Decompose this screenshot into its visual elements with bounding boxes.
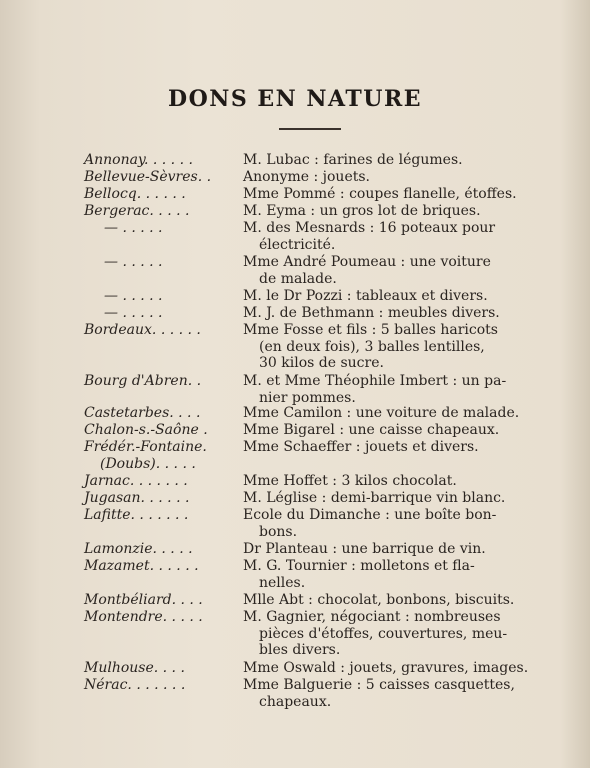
donation-description: [243, 169, 548, 186]
page-title: DONS EN NATURE: [167, 86, 423, 112]
donation-place: Annonay. . . . . .: [84, 152, 193, 168]
description-line: M. Gagnier, négociant : nombreuses: [243, 609, 501, 625]
donation-description: [243, 186, 548, 203]
description-line: 30 kilos de sucre.: [259, 355, 384, 371]
description-line: M. G. Tournier : molletons et fla-: [243, 558, 475, 574]
description-line: Mme Hoffet : 3 kilos chocolat.: [243, 473, 457, 489]
donation-description: [243, 422, 548, 439]
donation-description: [243, 660, 548, 677]
donation-description: [243, 609, 548, 659]
donation-place: Montbéliard. . . .: [84, 592, 203, 608]
donation-place: Frédér.-Fontaine.: [84, 439, 207, 455]
donation-description: [243, 305, 548, 322]
description-line: Mme Pommé : coupes flanelle, étoffes.: [243, 186, 517, 202]
description-line: Ecole du Dimanche : une boîte bon-: [243, 507, 497, 523]
description-line: M. le Dr Pozzi : tableaux et divers.: [243, 288, 488, 304]
donation-place: Lamonzie. . . . .: [84, 541, 193, 557]
donation-description: [243, 405, 548, 422]
donation-place: Castetarbes. . . .: [84, 405, 201, 421]
donation-description: [243, 373, 548, 406]
donation-place: — . . . . .: [104, 254, 163, 270]
donation-description: [243, 473, 548, 490]
donation-place: Chalon-s.-Saône .: [84, 422, 208, 438]
donation-description: [243, 541, 548, 558]
description-line: bles divers.: [259, 642, 341, 658]
donation-description: [243, 490, 548, 507]
donation-description: [243, 254, 548, 287]
donation-description: [243, 152, 548, 169]
title-divider: [279, 128, 341, 130]
description-line: électricité.: [259, 236, 336, 253]
description-line: Mme Fosse et fils : 5 balles haricots: [243, 322, 498, 338]
description-line: de malade.: [259, 270, 337, 287]
description-line: pièces d'étoffes, couvertures, meu-: [259, 625, 508, 642]
description-line: nier pommes.: [259, 389, 356, 406]
description-line: M. et Mme Théophile Imbert : un pa-: [243, 373, 507, 389]
donation-place: — . . . . .: [104, 288, 163, 304]
donation-description: [243, 677, 548, 710]
donation-description: [243, 203, 548, 220]
description-line: Dr Planteau : une barrique de vin.: [243, 541, 486, 557]
description-line: M. Eyma : un gros lot de briques.: [243, 203, 481, 219]
donation-description: [243, 507, 548, 540]
donation-description: [243, 592, 548, 609]
donation-place: Jugasan. . . . . .: [84, 490, 190, 506]
donation-place: (Doubs). . . . .: [100, 456, 196, 472]
description-line: M. J. de Bethmann : meubles divers.: [243, 305, 500, 321]
description-line: M. des Mesnards : 16 poteaux pour: [243, 220, 496, 236]
description-line: Mme Camilon : une voiture de malade.: [243, 405, 520, 421]
donation-place: Bergerac. . . . .: [84, 203, 190, 219]
donation-place: Mazamet. . . . . .: [84, 558, 199, 574]
description-line: Mme Balguerie : 5 caisses casquettes,: [243, 677, 515, 693]
donation-place: Bordeaux. . . . . .: [84, 322, 201, 338]
donation-description: [243, 558, 548, 591]
description-line: Anonyme : jouets.: [243, 169, 370, 185]
description-line: Mme Oswald : jouets, gravures, images.: [243, 660, 529, 676]
donation-place: — . . . . .: [104, 305, 163, 321]
description-line: M. Lubac : farines de légumes.: [243, 152, 463, 168]
description-line: chapeaux.: [259, 693, 332, 710]
donation-description: [243, 220, 548, 253]
donation-place: Lafitte. . . . . . .: [84, 507, 189, 523]
description-line: M. Léglise : demi-barrique vin blanc.: [243, 490, 506, 506]
donation-description: [243, 288, 548, 305]
donation-description: [243, 322, 548, 372]
donation-place: — . . . . .: [104, 220, 163, 236]
description-line: (en deux fois), 3 balles lentilles,: [259, 338, 485, 355]
donation-place: Jarnac. . . . . . .: [84, 473, 188, 489]
description-line: Mme Bigarel : une caisse chapeaux.: [243, 422, 500, 438]
donation-place: Mulhouse. . . .: [84, 660, 185, 676]
description-line: nelles.: [259, 574, 306, 591]
donation-description: [243, 439, 548, 456]
donation-place: Bourg d'Abren. .: [84, 373, 202, 389]
description-line: bons.: [259, 523, 298, 540]
description-line: Mlle Abt : chocolat, bonbons, biscuits.: [243, 592, 515, 608]
donation-place: Bellocq. . . . . .: [84, 186, 186, 202]
donation-place: Montendre. . . . .: [84, 609, 203, 625]
description-line: Mme André Poumeau : une voiture: [243, 254, 491, 270]
description-line: Mme Schaeffer : jouets et divers.: [243, 439, 479, 455]
donation-place: Bellevue-Sèvres. .: [84, 169, 212, 185]
donation-place: Nérac. . . . . . .: [84, 677, 186, 693]
